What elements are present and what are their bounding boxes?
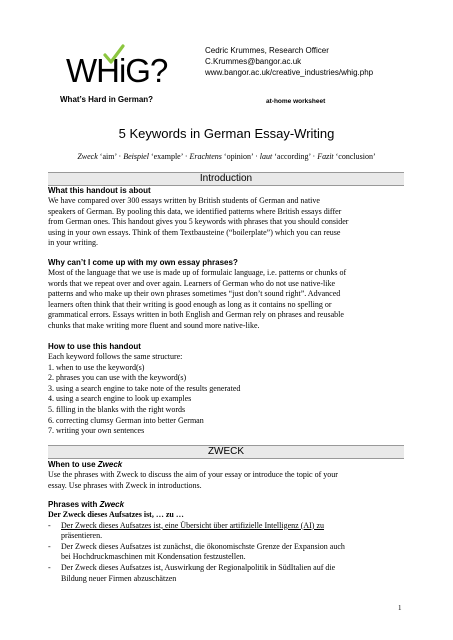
example-line: Der Zweck dieses Aufsatzes ist zunächst, die ökonomischste Grenze der Expansion auch xyxy=(61,541,345,551)
keyword-de: Beispiel xyxy=(123,152,149,161)
example-line: Bildung neuer Firmen abzuschätzen xyxy=(61,573,177,583)
paragraph-line: chunks that make writing more fluent and sound more native-like. xyxy=(48,320,260,330)
when-zweck-heading xyxy=(48,460,122,469)
paragraph-line: essay. Use phrases with Zweck in introductions. xyxy=(48,480,202,490)
howto-heading: How to use this handout xyxy=(48,342,141,351)
paragraph-line: We have compared over 300 essays written by British students of German and native xyxy=(48,196,320,205)
example-line: Der Zweck dieses Aufsatzes ist, eine Übersicht über artifizielle Intelligenz (AI) zu xyxy=(61,520,325,530)
keyword-en: ‘aim’ xyxy=(99,152,117,161)
contact-url[interactable]: www.bangor.ac.uk/creative_industries/whig.php xyxy=(205,68,374,77)
paragraph-line: Use the phrases with Zweck to discuss the aim of your essay or introduce the topic of your xyxy=(48,470,338,479)
paragraph-line: speakers of German. By pooling this data, we identified patterns where British essays differ xyxy=(48,206,342,216)
keyword-separator: · xyxy=(116,152,124,161)
contact-block xyxy=(205,45,373,78)
heading-keyword: Zweck xyxy=(97,460,123,469)
paragraph-line: in your writing. xyxy=(48,238,98,247)
when-zweck-paragraph xyxy=(48,470,408,491)
list-item: 2. phrases you can use with the keyword(s) xyxy=(48,373,187,383)
section-zweck xyxy=(48,445,404,459)
list-item: 7. writing your own sentences xyxy=(48,426,145,436)
about-paragraph xyxy=(48,196,408,249)
keyword-de: Fazit xyxy=(317,152,334,161)
example-item xyxy=(48,563,408,574)
keyword-de: Zweck xyxy=(77,152,98,161)
why-heading: Why can’t I come up with my own essay phrases? xyxy=(48,258,238,267)
section-title: Introduction xyxy=(199,173,253,184)
page-number: 1 xyxy=(398,604,402,612)
phrases-zweck-heading xyxy=(48,500,124,509)
worksheet-label: at-home worksheet xyxy=(266,98,326,105)
paragraph-line: using in your own essays. Think of them Textbausteine (“boilerplate”) which you can reuse xyxy=(48,227,341,237)
keyword-en: ‘opinion’ xyxy=(223,152,254,161)
contact-name: Cedric Krummes, Research Officer xyxy=(205,46,329,55)
keyword-separator: · xyxy=(310,152,318,161)
list-item: 4. using a search engine to look up examples xyxy=(48,394,192,404)
paragraph-line: from German ones. This handout gives you 5 keywords with phrases that you should consider xyxy=(48,217,349,226)
list-item: 6. correcting clumsy German into better German xyxy=(48,415,204,425)
heading-keyword: Zweck xyxy=(99,500,125,509)
keywords-line xyxy=(0,152,453,161)
dash-bullet-icon: - xyxy=(48,520,51,530)
phrases-zweck-list xyxy=(48,510,408,584)
section-introduction xyxy=(48,172,404,186)
logo-text: WHiG? xyxy=(66,52,168,89)
heading-prefix: Phrases with xyxy=(48,500,100,509)
example-line: Der Zweck dieses Aufsatzes ist, Auswirkung der Regionalpolitik in SüdItalien auf die xyxy=(61,562,336,572)
dash-bullet-icon: - xyxy=(48,541,51,551)
list-item: 5. filling in the blanks with the right words xyxy=(48,404,186,414)
paragraph-line: learners often think that their writing is good enough as long as it contains no spelling or xyxy=(48,299,332,309)
example-line: bei Hochdruckmaschinen mit Kondensation festzustellen. xyxy=(61,552,246,562)
keyword-en: ‘according’ xyxy=(274,152,311,161)
keyword-de: Erachtens xyxy=(189,152,222,161)
paragraph-line: grammatical errors. Essays written in both English and German rely on phrases and reusable xyxy=(48,310,344,319)
list-intro: Each keyword follows the same structure: xyxy=(48,352,183,361)
why-paragraph xyxy=(48,268,408,331)
example-item xyxy=(48,542,408,553)
section-title: ZWECK xyxy=(207,446,245,457)
about-heading: What this handout is about xyxy=(48,186,151,195)
list-item: 3. using a search engine to take note of the results generated xyxy=(48,383,241,393)
howto-list xyxy=(48,352,240,437)
logo-tagline: What’s Hard in German? xyxy=(60,95,154,104)
keyword-separator: · xyxy=(182,152,190,161)
list-item: 1. when to use the keyword(s) xyxy=(48,362,145,372)
checkmark-icon xyxy=(103,44,125,66)
contact-email[interactable]: C.Krummes@bangor.ac.uk xyxy=(205,57,302,66)
example-line: präsentieren. xyxy=(61,531,103,541)
phrase-pattern: Der Zweck dieses Aufsatzes ist, … zu … xyxy=(48,510,184,519)
keyword-de: laut xyxy=(259,152,273,161)
keyword-en: ‘conclusion’ xyxy=(335,152,376,161)
keyword-en: ‘example’ xyxy=(150,152,183,161)
heading-prefix: When to use xyxy=(48,460,98,469)
paragraph-line: words that we repeat over and over again. Learners of German who do not use native-like xyxy=(48,278,336,288)
whig-logo xyxy=(66,44,166,94)
paragraph-line: Most of the language that we use is made up of formulaic language, i.e. patterns or chunks of xyxy=(48,268,347,277)
dash-bullet-icon: - xyxy=(48,562,51,572)
paragraph-line: patterns and who make up their own phrases sometimes “just don’t sound right”. Advanced xyxy=(48,289,341,298)
example-item xyxy=(48,521,408,532)
document-title: 5 Keywords in German Essay-Writing xyxy=(118,126,335,141)
keyword-separator: · xyxy=(253,152,260,161)
